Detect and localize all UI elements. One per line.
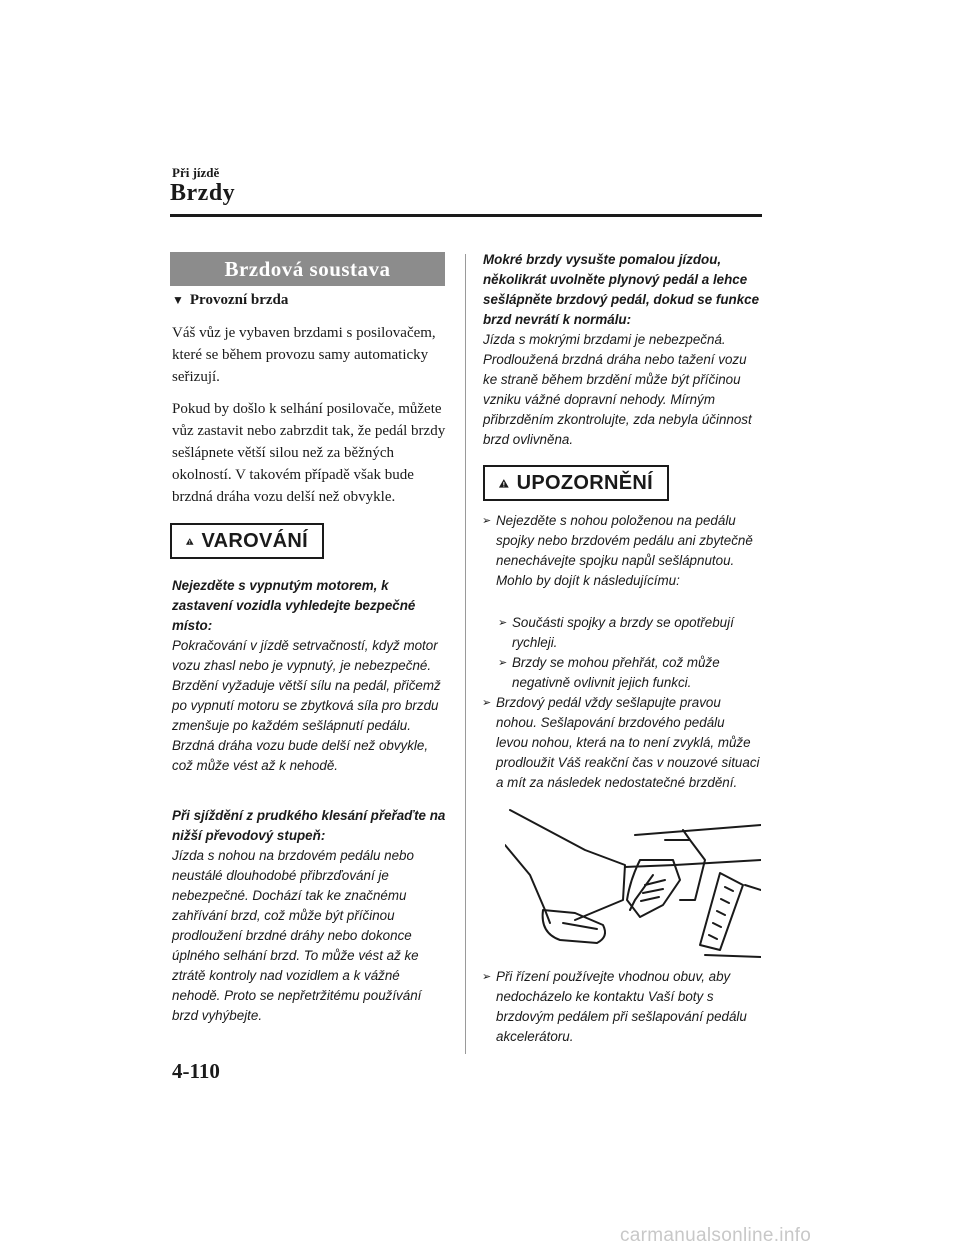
warning-header xyxy=(170,523,324,559)
bullet-arrow-icon: ➢ xyxy=(482,697,492,709)
warning-triangle-icon xyxy=(186,530,194,553)
caution-subitem-text: Součásti spojky a brzdy se opotřebují rychleji. xyxy=(512,615,734,650)
warning-label: VAROVÁNÍ xyxy=(201,529,308,552)
caution-header xyxy=(483,465,669,501)
caution-item xyxy=(482,511,760,591)
caution-item-text: Nejezděte s nohou položenou na pedálu spojky nebo brzdovém pedálu ani zbytečně nenechávejte spojku napůl sešlápnutou. Mohlo by dojít k následujícímu: xyxy=(496,513,753,588)
page-number: 4-110 xyxy=(172,1059,220,1083)
section-title: Brzdová soustava xyxy=(170,252,445,286)
bullet-arrow-icon: ➢ xyxy=(498,617,508,629)
bullet-arrow-icon: ➢ xyxy=(482,971,492,983)
caution-item xyxy=(482,693,760,793)
pedal-illustration xyxy=(505,805,761,963)
subsection-label: Provozní brzda xyxy=(189,292,289,308)
subsection-heading xyxy=(172,292,288,309)
bullet-arrow-icon: ➢ xyxy=(498,657,508,669)
chapter-label: Při jízdě xyxy=(172,165,220,180)
warning-triangle-icon xyxy=(499,472,509,495)
column-divider xyxy=(465,254,466,1054)
warning-item-2-body: Jízda s nohou na brzdovém pedálu nebo neustálé dlouhodobé přibrzďování je nebezpečné. Dochází tak ke značnému zahřívání brzd, což může být příčinou prodloužení brzdné dráhy nebo dokonce úplného selhání brzd. To může vést až ke ztrátě kontroly nad vozidlem a k vážné nehodě. Proto se nepřetržitému používání brzd vyhýbejte. xyxy=(172,848,422,1023)
caution-subitem-text: Brzdy se mohou přehřát, což může negativně ovlivnit jejich funkci. xyxy=(512,655,720,690)
caution-label: UPOZORNĚNÍ xyxy=(516,471,653,494)
caution-subitem xyxy=(498,613,760,653)
triangle-down-icon: ▼ xyxy=(172,293,184,307)
caution-subitem xyxy=(498,653,760,693)
paragraph-1: Váš vůz je vybaven brzdami s posilovačem, které se během provozu samy automaticky seřizují. xyxy=(172,325,436,385)
warning-item-3-body: Jízda s mokrými brzdami je nebezpečná. Prodloužená brzdná dráha nebo tažení vozu ke straně během brzdění může být příčinou vzniku vážné dopravní nehody. Mírným přibrzděním zkontrolujte, zda nebyla účinnost brzd ovlivněna. xyxy=(483,332,752,447)
bullet-arrow-icon: ➢ xyxy=(482,515,492,527)
caution-item-text: Při řízení používejte vhodnou obuv, aby nedocházelo ke kontaktu Vaší boty s brzdovým pedálem při sešlapování pedálu akcelerátoru. xyxy=(496,969,747,1044)
paragraph-2: Pokud by došlo k selhání posilovače, můžete vůz zastavit nebo zabrzdit tak, že pedál brzdy sešlápnete větší silou než za běžných okolností. V takovém případě však bude brzdná dráha vozu delší než obvykle. xyxy=(172,401,446,505)
caution-item xyxy=(482,967,760,1047)
header-rule xyxy=(170,214,762,217)
warning-item-3-heading: Mokré brzdy vysušte pomalou jízdou, několikrát uvolněte plynový pedál a lehce sešlápněte brzdový pedál, dokud se funkce brzd nevrátí k normálu: xyxy=(483,252,760,327)
warning-item-1-heading: Nejezděte s vypnutým motorem, k zastavení vozidla vyhledejte bezpečné místo: xyxy=(172,578,416,633)
warning-item-1-body: Pokračování v jízdě setrvačností, když motor vozu zhasl nebo je vypnutý, je nebezpečné. Brzdění vyžaduje větší sílu na pedál, přičemž po vypnutí motoru se zbytková síla pro brzdu zmenšuje po každém sešlápnutí pedálu. Brzdná dráha vozu bude delší než obvykle, což může vést až k nehodě. xyxy=(172,638,441,773)
watermark: carmanualsonline.info xyxy=(620,1225,812,1246)
caution-item-text: Brzdový pedál vždy sešlapujte pravou nohou. Sešlapování brzdového pedálu levou nohou, která na to není zvyklá, může prodloužit Váš reakční čas v nouzové situaci a mít za následek nedostatečné brzdění. xyxy=(496,695,760,790)
warning-item-2-heading: Při sjíždění z prudkého klesání přeřaďte na nižší převodový stupeň: xyxy=(172,808,446,843)
page-title: Brzdy xyxy=(170,180,236,206)
